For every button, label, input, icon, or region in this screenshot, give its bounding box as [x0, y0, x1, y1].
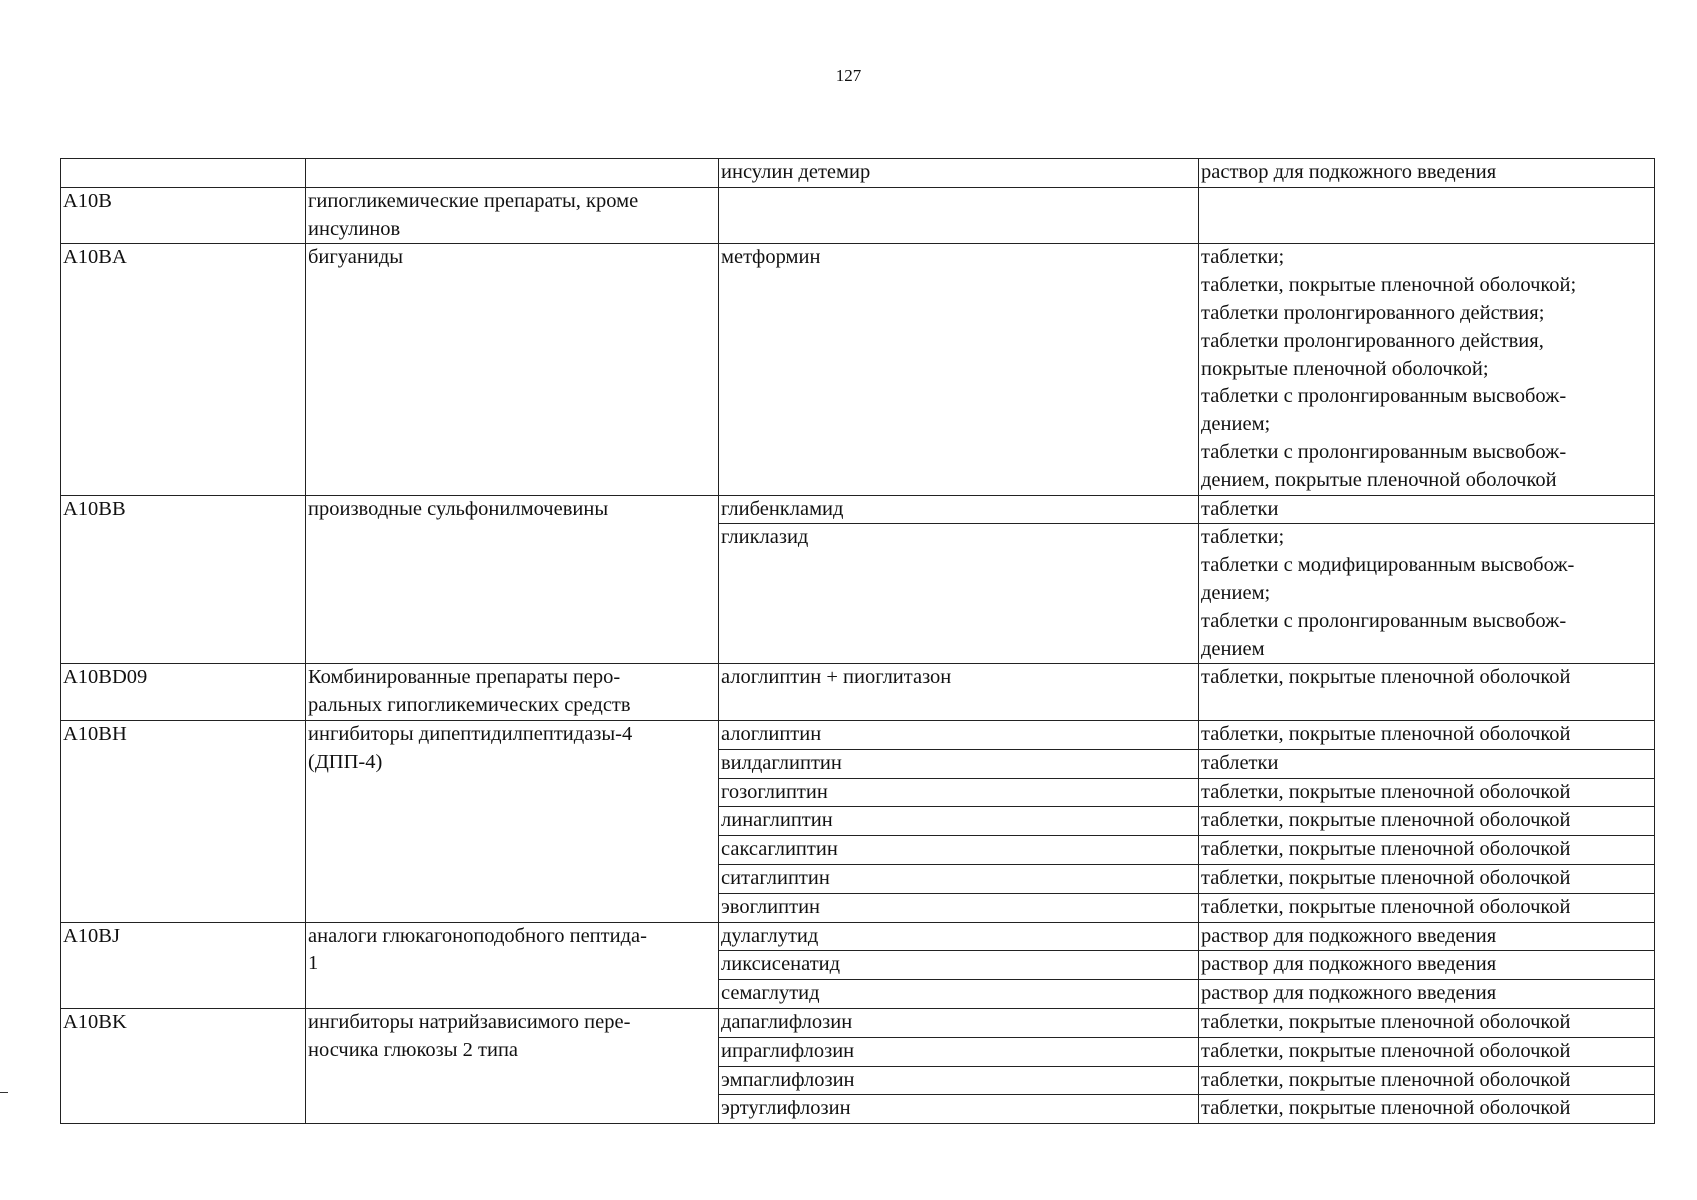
dosage-form-cell — [1199, 980, 1655, 1009]
group-cell — [306, 159, 719, 188]
drug-name: вилдаглиптин — [721, 751, 842, 774]
drug-cell — [719, 749, 1199, 778]
dosage-form-line: раствор для подкожного введения — [1201, 161, 1497, 183]
drug-cell — [719, 159, 1199, 188]
drug-name: дулаглутид — [721, 924, 819, 947]
dosage-form-line: таблетки — [1201, 751, 1279, 774]
dosage-form-cell — [1199, 159, 1655, 188]
group-name-line: аналоги глюкагоноподобного пептида- — [308, 924, 647, 947]
table-row — [61, 664, 1655, 721]
group-name-line: (ДПП-4) — [308, 750, 383, 773]
dosage-form-line: таблетки; — [1201, 246, 1285, 269]
drug-cell — [719, 664, 1199, 721]
dosage-form-cell — [1199, 187, 1655, 244]
atc-code-cell — [61, 159, 306, 188]
drug-cell — [719, 807, 1199, 836]
drug-name: саксаглиптин — [721, 838, 838, 861]
dosage-form-cell — [1199, 893, 1655, 922]
drug-cell — [719, 922, 1199, 951]
drug-name: метформин — [721, 246, 821, 269]
dosage-form-line: таблетки, покрытые пленочной оболочкой — [1201, 1039, 1571, 1062]
scan-edge-mark — [0, 1092, 8, 1093]
table-row — [61, 187, 1655, 244]
drug-cell — [719, 244, 1199, 495]
drug-name: инсулин детемир — [721, 161, 871, 183]
dosage-form-cell — [1199, 1037, 1655, 1066]
dosage-form-line: таблетки, покрытые пленочной оболочкой — [1201, 838, 1571, 861]
page-number: 127 — [835, 66, 862, 85]
drug-name: эртуглифлозин — [721, 1097, 851, 1120]
dosage-form-line: таблетки, покрытые пленочной оболочкой — [1201, 722, 1571, 745]
dosage-form-cell — [1199, 836, 1655, 865]
table-row — [61, 244, 1655, 495]
group-name-line: ингибиторы натрийзависимого пере- — [308, 1010, 631, 1033]
dosage-form-cell — [1199, 495, 1655, 524]
drug-name: ситаглиптин — [721, 866, 830, 889]
dosage-form-line: таблетки, покрытые пленочной оболочкой — [1201, 1010, 1571, 1033]
drug-cell — [719, 1066, 1199, 1095]
group-name-line: Комбинированные препараты перо- — [308, 666, 621, 689]
drug-cell — [719, 951, 1199, 980]
atc-code: A10BK — [63, 1010, 127, 1033]
dosage-form-line: дением; — [1201, 581, 1271, 604]
dosage-form-line: таблетки с модифицированным высвобож- — [1201, 554, 1575, 577]
group-name-line: инсулинов — [308, 217, 401, 240]
dosage-form-cell — [1199, 244, 1655, 495]
drug-cell — [719, 1095, 1199, 1124]
atc-code: A10BJ — [63, 924, 120, 947]
dosage-form-line: таблетки — [1201, 497, 1279, 520]
dosage-form-line: таблетки, покрытые пленочной оболочкой — [1201, 1097, 1571, 1120]
group-name-line: 1 — [308, 952, 319, 975]
drug-cell — [719, 980, 1199, 1009]
dosage-form-cell — [1199, 1008, 1655, 1037]
atc-code-cell — [61, 720, 306, 922]
group-cell — [306, 244, 719, 495]
atc-code-cell — [61, 664, 306, 721]
dosage-form-line: покрытые пленочной оболочкой; — [1201, 357, 1489, 380]
dosage-form-cell — [1199, 778, 1655, 807]
drug-name: дапаглифлозин — [721, 1010, 853, 1033]
dosage-form-line: раствор для подкожного введения — [1201, 953, 1497, 976]
drug-cell — [719, 1037, 1199, 1066]
group-name-line: ральных гипогликемических средств — [308, 694, 631, 717]
drug-name: алоглиптин + пиоглитазон — [721, 666, 952, 689]
atc-code: A10BB — [63, 497, 126, 520]
dosage-form-line: дением; — [1201, 413, 1271, 436]
dosage-form-cell — [1199, 664, 1655, 721]
drug-classification-table — [60, 158, 1655, 1124]
group-name-line: бигуаниды — [308, 246, 404, 269]
atc-code-cell — [61, 244, 306, 495]
drug-cell — [719, 864, 1199, 893]
drug-name: глибенкламид — [721, 497, 844, 520]
dosage-form-line: таблетки, покрытые пленочной оболочкой — [1201, 809, 1571, 832]
drug-cell — [719, 720, 1199, 749]
dosage-form-line: таблетки, покрытые пленочной оболочкой — [1201, 895, 1571, 918]
drug-name: семаглутид — [721, 982, 820, 1005]
drug-name: гликлазид — [721, 526, 809, 549]
dosage-form-cell — [1199, 922, 1655, 951]
group-name-line: производные сульфонилмочевины — [308, 497, 609, 520]
dosage-form-line: таблетки, покрытые пленочной оболочкой — [1201, 866, 1571, 889]
dosage-form-cell — [1199, 951, 1655, 980]
dosage-form-line: таблетки, покрытые пленочной оболочкой — [1201, 666, 1571, 689]
group-cell — [306, 922, 719, 1008]
atc-code-cell — [61, 922, 306, 1008]
dosage-form-line: дением, покрытые пленочной оболочкой — [1201, 468, 1557, 491]
dosage-form-line: таблетки, покрытые пленочной оболочкой — [1201, 1068, 1571, 1091]
dosage-form-line: таблетки, покрытые пленочной оболочкой; — [1201, 274, 1577, 297]
dosage-form-line: раствор для подкожного введения — [1201, 924, 1497, 947]
group-name-line: носчика глюкозы 2 типа — [308, 1038, 519, 1061]
dosage-form-line: таблетки пролонгированного действия, — [1201, 329, 1544, 352]
table-row — [61, 1008, 1655, 1037]
dosage-form-line: таблетки с пролонгированным высвобож- — [1201, 440, 1567, 463]
dosage-form-cell — [1199, 807, 1655, 836]
drug-name: ликсисенатид — [721, 953, 841, 976]
dosage-form-cell — [1199, 1095, 1655, 1124]
atc-code-cell — [61, 495, 306, 664]
drug-name: алоглиптин — [721, 722, 822, 745]
drug-cell — [719, 187, 1199, 244]
group-name-line: гипогликемические препараты, кроме — [308, 189, 639, 212]
group-cell — [306, 664, 719, 721]
drug-name: ипраглифлозин — [721, 1039, 855, 1062]
dosage-form-line: раствор для подкожного введения — [1201, 982, 1497, 1005]
atc-code: A10BH — [63, 722, 127, 745]
dosage-form-line: таблетки с пролонгированным высвобож- — [1201, 385, 1567, 408]
group-cell — [306, 1008, 719, 1123]
atc-code-cell — [61, 187, 306, 244]
drug-cell — [719, 893, 1199, 922]
drug-cell — [719, 495, 1199, 524]
dosage-form-line: дением — [1201, 637, 1265, 660]
dosage-form-line: таблетки с пролонгированным высвобож- — [1201, 609, 1567, 632]
drug-cell — [719, 524, 1199, 664]
group-cell — [306, 187, 719, 244]
atc-code: A10BA — [63, 246, 127, 269]
dosage-form-cell — [1199, 749, 1655, 778]
dosage-form-cell — [1199, 1066, 1655, 1095]
dosage-form-cell — [1199, 864, 1655, 893]
drug-name: линаглиптин — [721, 809, 833, 832]
group-cell — [306, 495, 719, 664]
drug-name: эмпаглифлозин — [721, 1068, 855, 1091]
table-row — [61, 159, 1655, 188]
drug-cell — [719, 836, 1199, 865]
dosage-form-cell — [1199, 524, 1655, 664]
drug-cell — [719, 778, 1199, 807]
drug-cell — [719, 1008, 1199, 1037]
drug-name: эвоглиптин — [721, 895, 821, 918]
dosage-form-cell — [1199, 720, 1655, 749]
dosage-form-line: таблетки, покрытые пленочной оболочкой — [1201, 780, 1571, 803]
table-row — [61, 720, 1655, 749]
table-row — [61, 922, 1655, 951]
atc-code: A10B — [63, 189, 112, 212]
dosage-form-line: таблетки; — [1201, 526, 1285, 549]
group-cell — [306, 720, 719, 922]
drug-name: гозоглиптин — [721, 780, 828, 803]
group-name-line: ингибиторы дипептидилпептидазы-4 — [308, 722, 633, 745]
atc-code-cell — [61, 1008, 306, 1123]
atc-code: A10BD09 — [63, 666, 148, 689]
table-row — [61, 495, 1655, 524]
dosage-form-line: таблетки пролонгированного действия; — [1201, 301, 1545, 324]
